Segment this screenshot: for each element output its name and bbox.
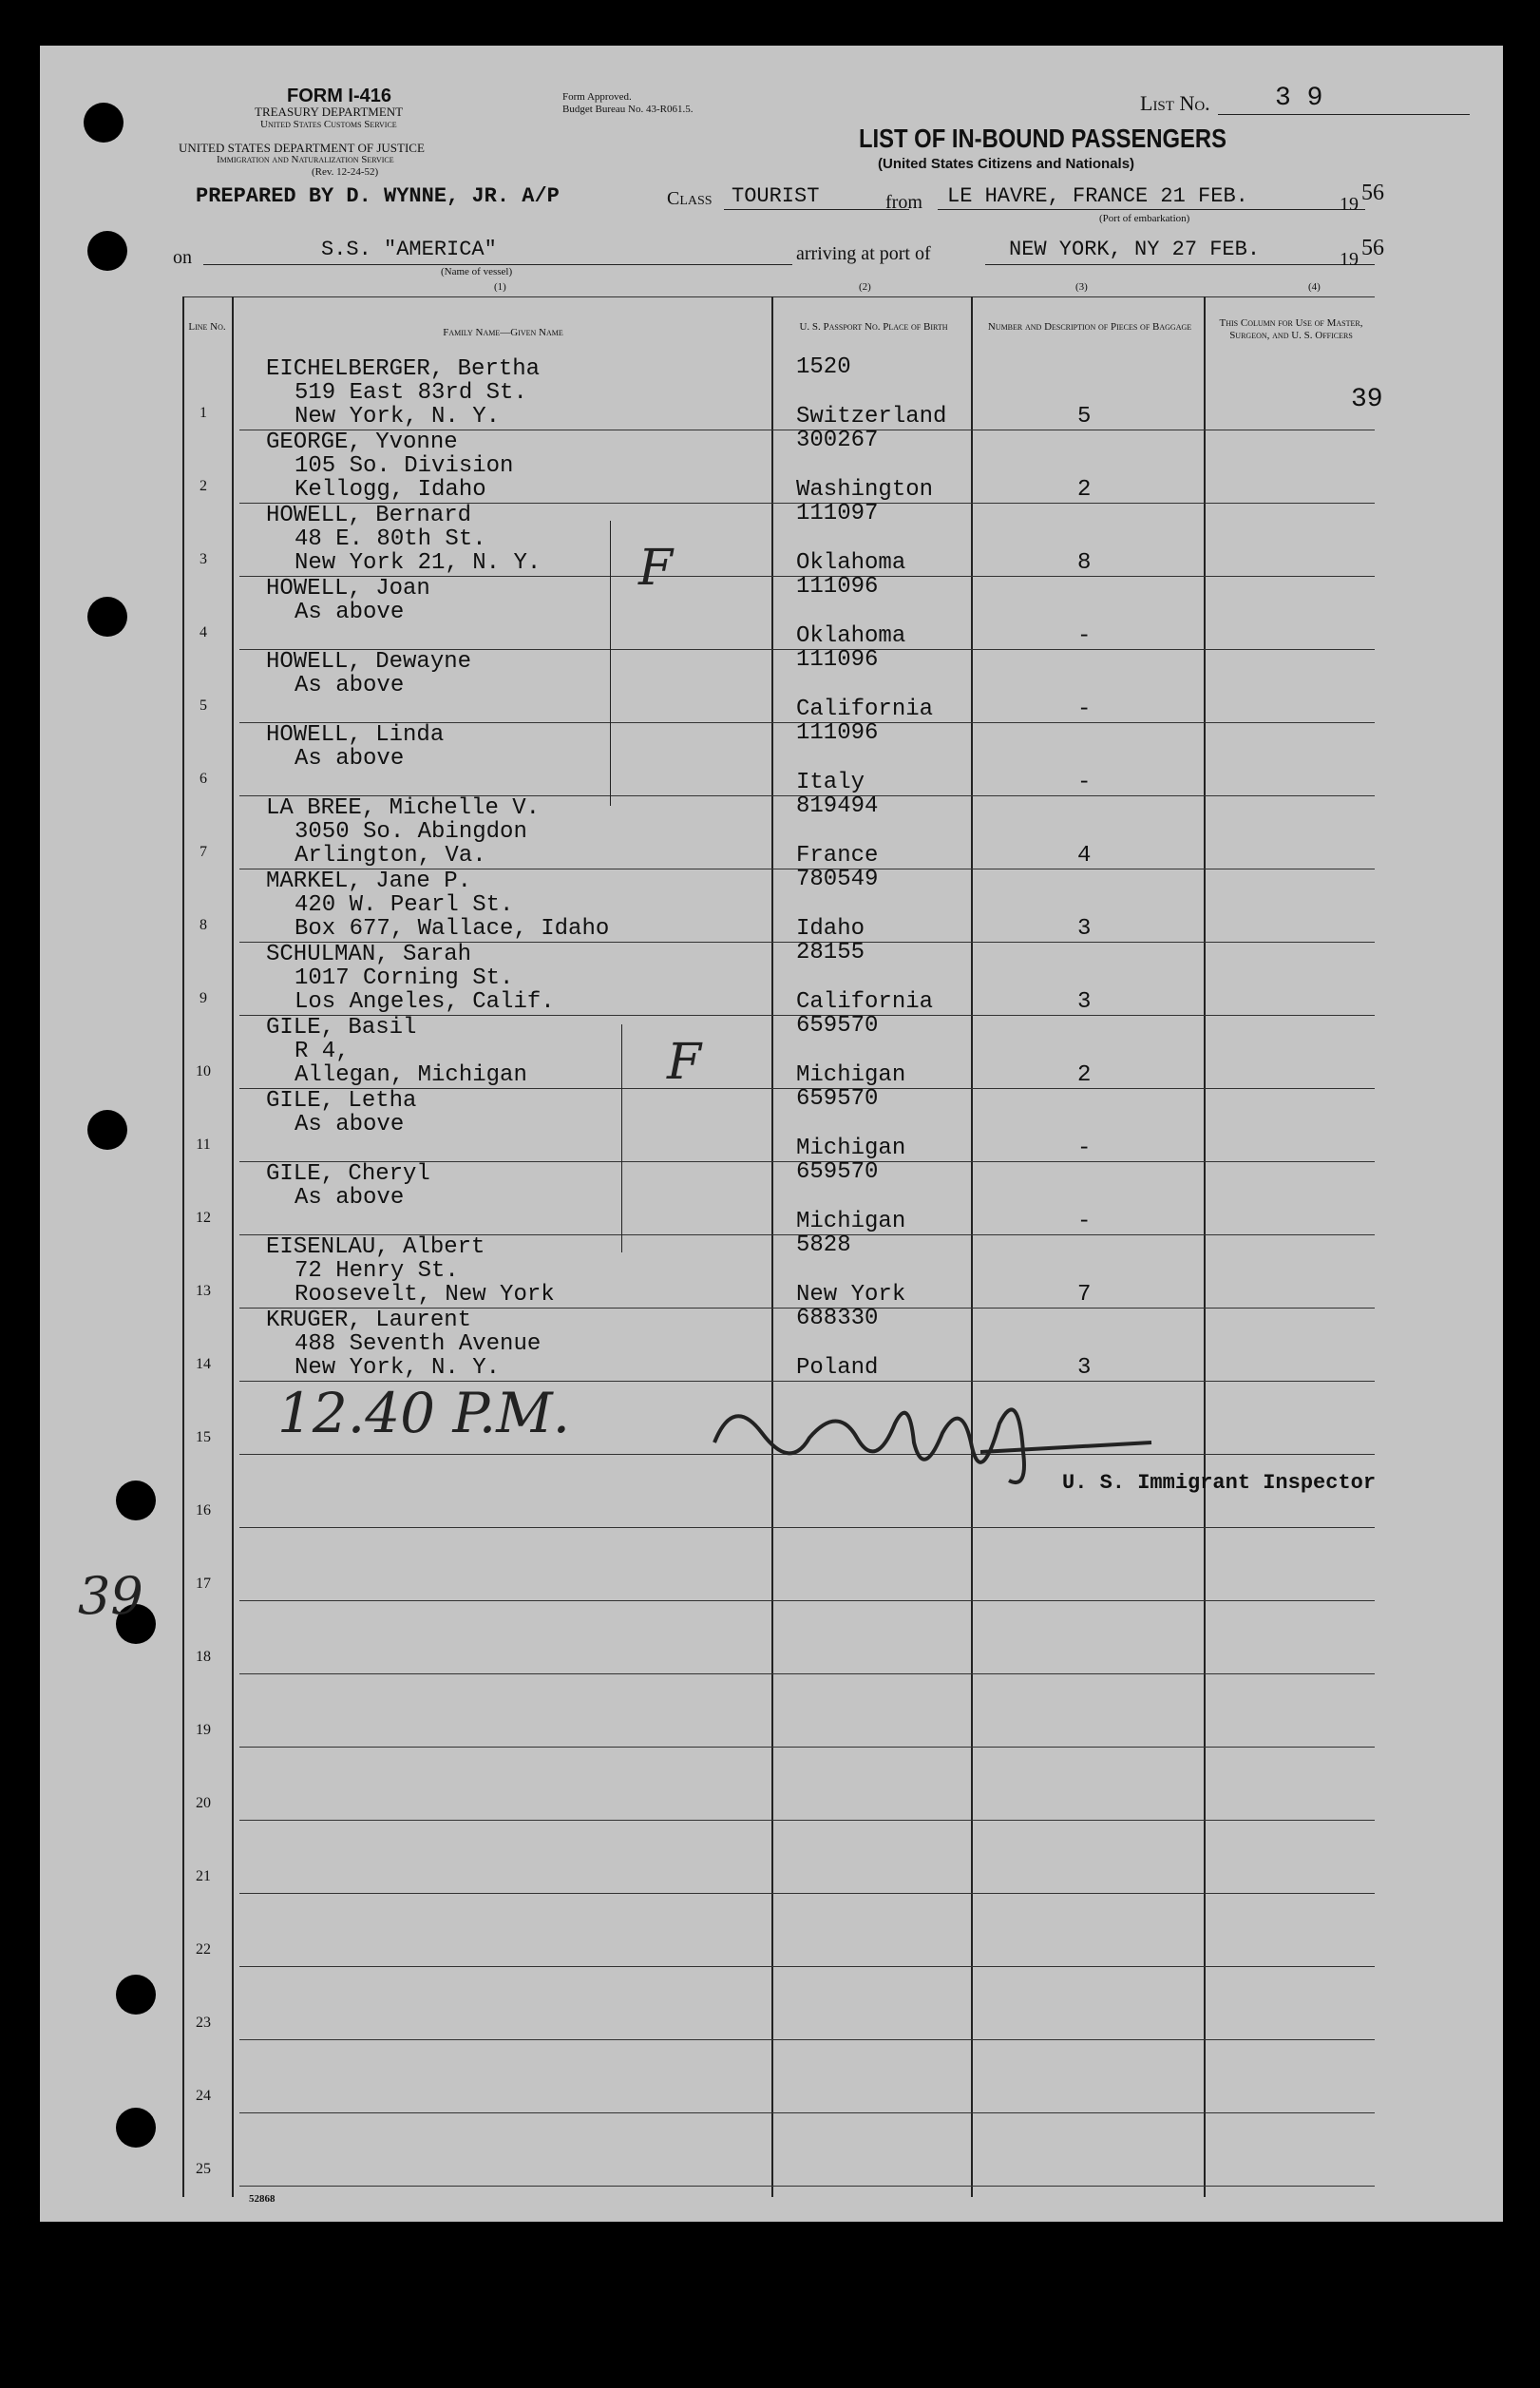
- margin-number: 39: [78, 1566, 143, 1626]
- punch-hole: [87, 597, 127, 637]
- col-number: (2): [859, 281, 871, 293]
- passenger-address: 105 So. Division: [295, 453, 514, 479]
- passenger-address: As above: [295, 600, 405, 625]
- justice-line: UNITED STATES DEPARTMENT OF JUSTICE: [179, 141, 425, 155]
- passport-number: 819494: [796, 793, 879, 819]
- passport-number: 300267: [796, 428, 879, 453]
- col-header-officers: This Column for Use of Master, Surgeon, and U. S. Officers: [1219, 317, 1363, 341]
- line-number: 18: [196, 1649, 211, 1665]
- passenger-address: 72 Henry St.: [295, 1258, 459, 1284]
- on-label: on: [173, 247, 192, 268]
- birth-place: Oklahoma: [796, 623, 906, 649]
- rev-note: (Rev. 12-24-52): [312, 166, 379, 178]
- passenger-address: As above: [295, 1185, 405, 1211]
- passport-number: 5828: [796, 1232, 851, 1258]
- line-number: 21: [196, 1868, 211, 1884]
- arriving-label: arriving at port of: [796, 243, 931, 264]
- passenger-address: 488 Seventh Avenue: [295, 1331, 542, 1357]
- baggage-count: 2: [1077, 477, 1092, 503]
- col-number: (1): [494, 281, 506, 293]
- passport-number: 111096: [796, 574, 879, 600]
- col-header-passport: U. S. Passport No. Place of Birth: [799, 321, 948, 333]
- birth-place: Oklahoma: [796, 550, 906, 576]
- passenger-address: Allegan, Michigan: [295, 1062, 527, 1088]
- baggage-count: -: [1077, 1136, 1092, 1161]
- passenger-name: HOWELL, Bernard: [266, 503, 472, 528]
- punch-hole: [84, 103, 124, 143]
- passport-number: 111096: [796, 647, 879, 673]
- passenger-address: Los Angeles, Calif.: [295, 989, 555, 1015]
- passport-number: 688330: [796, 1306, 879, 1331]
- baggage-count: 5: [1077, 404, 1092, 430]
- passenger-address: Box 677, Wallace, Idaho: [295, 916, 610, 942]
- birth-place: Poland: [796, 1355, 879, 1381]
- inspector-label: U. S. Immigrant Inspector: [1062, 1471, 1377, 1495]
- line-number: 2: [200, 478, 207, 494]
- passport-number: 28155: [796, 940, 865, 965]
- baggage-count: -: [1077, 1209, 1092, 1234]
- line-number: 19: [196, 1722, 211, 1738]
- col-number: (3): [1075, 281, 1088, 293]
- col-header-name: Family Name—Given Name: [443, 327, 563, 338]
- dept-line: TREASURY DEPARTMENT: [255, 105, 404, 119]
- birth-place: California: [796, 989, 934, 1015]
- vessel-name: S.S. "AMERICA": [321, 238, 497, 261]
- arrival-value: NEW YORK, NY 27 FEB.: [1009, 238, 1261, 261]
- line-number: 17: [196, 1576, 211, 1592]
- birth-place: Michigan: [796, 1062, 906, 1088]
- justice-line: Immigration and Naturalization Service: [217, 154, 394, 165]
- birth-place: Washington: [796, 477, 934, 503]
- vessel-note: (Name of vessel): [441, 266, 513, 277]
- line-number: 7: [200, 844, 207, 860]
- passenger-name: KRUGER, Laurent: [266, 1308, 472, 1333]
- passport-number: 659570: [796, 1086, 879, 1112]
- passenger-name: GEORGE, Yvonne: [266, 430, 458, 455]
- punch-hole: [87, 1110, 127, 1150]
- birth-place: Switzerland: [796, 404, 947, 430]
- form-number: FORM I-416: [287, 86, 392, 106]
- year-prefix: 19: [1340, 194, 1359, 215]
- group-mark: F: [667, 1034, 702, 1091]
- birth-place: Michigan: [796, 1136, 906, 1161]
- passenger-address: 48 E. 80th St.: [295, 526, 486, 552]
- class-value: TOURIST: [732, 184, 820, 208]
- footer-code: 52868: [249, 2193, 276, 2205]
- line-number: 16: [196, 1502, 211, 1519]
- passport-number: 111096: [796, 720, 879, 746]
- col-header-line: Line No.: [188, 321, 226, 333]
- line-number: 15: [196, 1429, 211, 1445]
- passport-number: 111097: [796, 501, 879, 526]
- passenger-name: GILE, Letha: [266, 1088, 417, 1114]
- punch-hole: [116, 1481, 156, 1520]
- baggage-count: -: [1077, 770, 1092, 795]
- line-number: 3: [200, 551, 207, 567]
- line-number: 20: [196, 1795, 211, 1811]
- port-note: (Port of embarkation): [1099, 213, 1190, 224]
- passenger-address: New York, N. Y.: [295, 404, 501, 430]
- baggage-count: 3: [1077, 989, 1092, 1015]
- year-prefix: 19: [1340, 249, 1359, 270]
- passenger-address: 1017 Corning St.: [295, 965, 514, 991]
- passenger-name: GILE, Cheryl: [266, 1161, 430, 1187]
- approved-line: Form Approved.: [562, 91, 632, 103]
- passenger-address: New York, N. Y.: [295, 1355, 501, 1381]
- birth-place: France: [796, 843, 879, 869]
- punch-hole: [87, 231, 127, 271]
- arrival-year: 56: [1361, 236, 1384, 260]
- line-number: 25: [196, 2161, 211, 2177]
- officer-note: 39: [1351, 385, 1383, 414]
- prepared-by: PREPARED BY D. WYNNE, JR. A/P: [196, 184, 560, 208]
- manifest-sheet: [40, 46, 1503, 2222]
- punch-hole: [116, 2108, 156, 2148]
- line-number: 14: [196, 1356, 211, 1372]
- line-number: 5: [200, 697, 207, 714]
- passenger-address: As above: [295, 746, 405, 772]
- baggage-count: 3: [1077, 1355, 1092, 1381]
- from-year: 56: [1361, 181, 1384, 205]
- passenger-address: Roosevelt, New York: [295, 1282, 555, 1308]
- passenger-address: As above: [295, 1112, 405, 1137]
- line-number: 12: [196, 1210, 211, 1226]
- baggage-count: -: [1077, 623, 1092, 649]
- line-number: 8: [200, 917, 207, 933]
- passenger-name: HOWELL, Linda: [266, 722, 445, 748]
- class-label: Class: [667, 188, 713, 209]
- passport-number: 659570: [796, 1013, 879, 1039]
- passport-number: 659570: [796, 1159, 879, 1185]
- line-number: 22: [196, 1941, 211, 1958]
- birth-place: Italy: [796, 770, 865, 795]
- passenger-address: Kellogg, Idaho: [295, 477, 486, 503]
- passenger-address: R 4,: [295, 1039, 350, 1064]
- dept-line: United States Customs Service: [260, 119, 397, 130]
- passenger-name: LA BREE, Michelle V.: [266, 795, 541, 821]
- passenger-address: 420 W. Pearl St.: [295, 892, 514, 918]
- baggage-count: 7: [1077, 1282, 1092, 1308]
- budget-line: Budget Bureau No. 43-R061.5.: [562, 104, 694, 115]
- line-number: 24: [196, 2088, 211, 2104]
- passenger-address: New York 21, N. Y.: [295, 550, 542, 576]
- passenger-name: SCHULMAN, Sarah: [266, 942, 472, 967]
- passenger-name: HOWELL, Dewayne: [266, 649, 472, 675]
- line-number: 11: [196, 1137, 211, 1153]
- line-number: 1: [200, 405, 207, 421]
- baggage-count: 3: [1077, 916, 1092, 942]
- col-header-baggage: Number and Description of Pieces of Baggage: [987, 321, 1192, 333]
- passenger-address: As above: [295, 673, 405, 698]
- line-number: 10: [196, 1063, 211, 1079]
- passenger-address: 519 East 83rd St.: [295, 380, 527, 406]
- birth-place: Michigan: [796, 1209, 906, 1234]
- passenger-name: EISENLAU, Albert: [266, 1234, 485, 1260]
- line-number: 6: [200, 771, 207, 787]
- col-number: (4): [1308, 281, 1321, 293]
- punch-hole: [116, 1975, 156, 2015]
- from-label: from: [885, 192, 922, 213]
- passenger-address: Arlington, Va.: [295, 843, 486, 869]
- line-number: 4: [200, 624, 207, 640]
- passport-number: 780549: [796, 867, 879, 892]
- baggage-count: 4: [1077, 843, 1092, 869]
- birth-place: California: [796, 697, 934, 722]
- group-mark: F: [638, 540, 674, 597]
- birth-place: Idaho: [796, 916, 865, 942]
- passenger-name: MARKEL, Jane P.: [266, 869, 472, 894]
- passport-number: 1520: [796, 354, 851, 380]
- line-number: 13: [196, 1283, 211, 1299]
- time-stamp-handwritten: 12.40 P.M.: [277, 1381, 571, 1445]
- list-no-label: List No.: [1140, 91, 1210, 115]
- line-number: 9: [200, 990, 207, 1006]
- page-subtitle: (United States Citizens and Nationals): [878, 156, 1135, 172]
- baggage-count: 8: [1077, 550, 1092, 576]
- birth-place: New York: [796, 1282, 906, 1308]
- page-title: LIST OF IN-BOUND PASSENGERS: [859, 124, 1227, 153]
- baggage-count: -: [1077, 697, 1092, 722]
- passenger-name: GILE, Basil: [266, 1015, 417, 1041]
- baggage-count: 2: [1077, 1062, 1092, 1088]
- passenger-address: 3050 So. Abingdon: [295, 819, 527, 845]
- from-value: LE HAVRE, FRANCE 21 FEB.: [947, 184, 1248, 208]
- passenger-name: HOWELL, Joan: [266, 576, 430, 602]
- passenger-name: EICHELBERGER, Bertha: [266, 356, 541, 382]
- line-number: 23: [196, 2015, 211, 2031]
- list-no-value: 3 9: [1275, 84, 1323, 113]
